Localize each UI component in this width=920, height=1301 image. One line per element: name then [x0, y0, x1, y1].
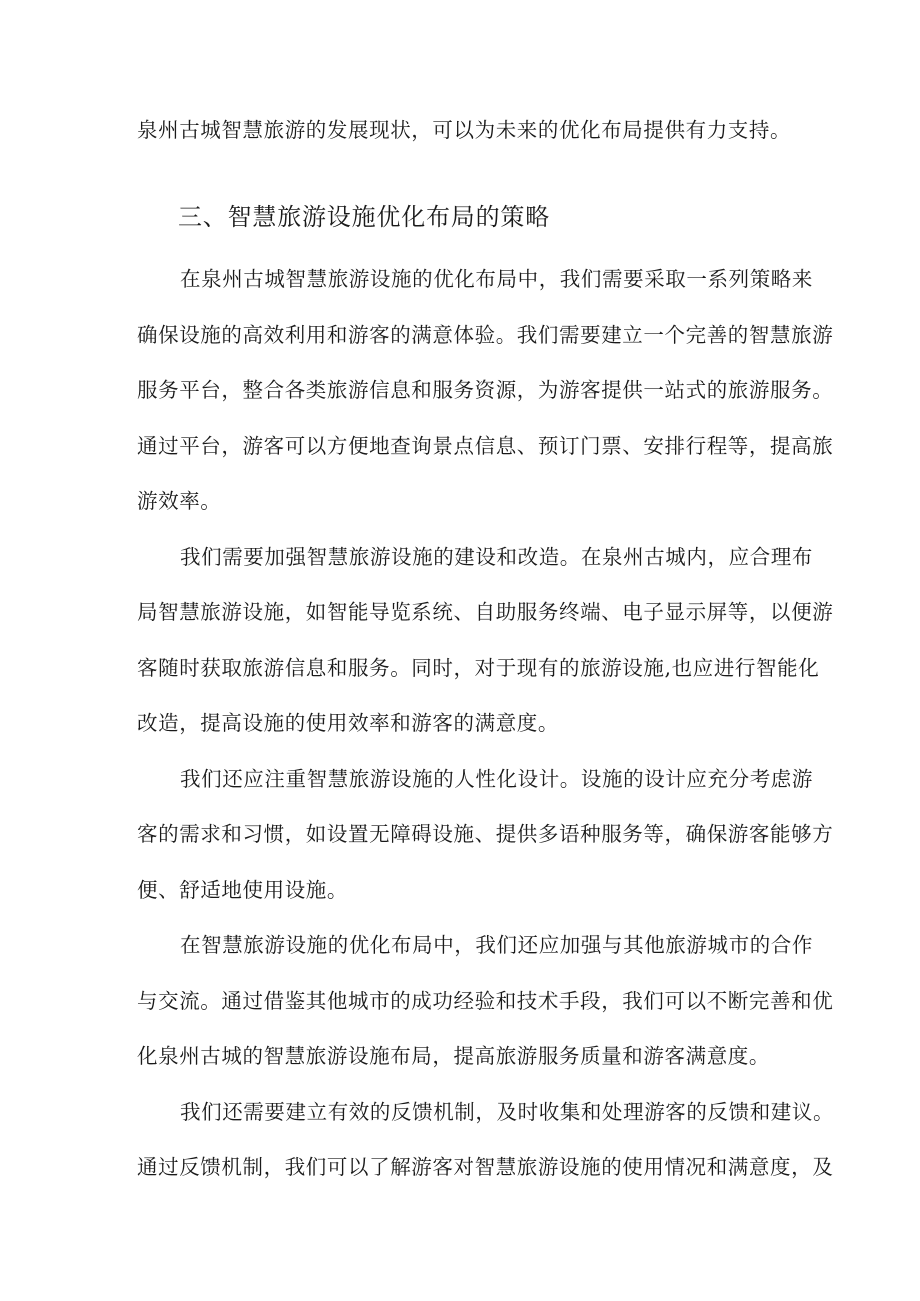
paragraph-line: 泉州古城智慧旅游的发展现状，可以为未来的优化布局提供有力支持。: [137, 118, 792, 142]
paragraph-line: 改造，提高设施的使用效率和游客的满意度。: [137, 711, 559, 735]
paragraph-line: 通过平台，游客可以方便地查询景点信息、预订门票、安排行程等，提高旅: [137, 434, 834, 458]
paragraph-line: 客随时获取旅游信息和服务。同时，对于现有的旅游设施,也应进行智能化: [137, 656, 820, 680]
paragraph-line: 通过反馈机制，我们可以了解游客对智慧旅游设施的使用情况和满意度，及: [137, 1155, 834, 1179]
paragraph-line: 确保设施的高效利用和游客的满意体验。我们需要建立一个完善的智慧旅游: [137, 323, 834, 347]
paragraph-line: 局智慧旅游设施，如智能导览系统、自助服务终端、电子显示屏等，以便游: [137, 600, 834, 624]
paragraph-line: 与交流。通过借鉴其他城市的成功经验和技术手段，我们可以不断完善和优: [137, 989, 834, 1013]
paragraph-line: 我们还应注重智慧旅游设施的人性化设计。设施的设计应充分考虑游: [180, 767, 813, 791]
paragraph-line: 化泉州古城的智慧旅游设施布局，提高旅游服务质量和游客满意度。: [137, 1044, 770, 1068]
paragraph-line: 客的需求和习惯，如设置无障碍设施、提供多语种服务等，确保游客能够方: [137, 822, 834, 846]
paragraph-line: 在泉州古城智慧旅游设施的优化布局中，我们需要采取一系列策略来: [180, 267, 813, 291]
paragraph-line: 我们需要加强智慧旅游设施的建设和改造。在泉州古城内，应合理布: [180, 545, 813, 569]
paragraph-line: 便、舒适地使用设施。: [137, 878, 348, 902]
section-heading: 三、智慧旅游设施优化布局的策略: [178, 203, 550, 231]
paragraph-line: 我们还需要建立有效的反馈机制，及时收集和处理游客的反馈和建议。: [180, 1100, 835, 1124]
paragraph-line: 游效率。: [137, 489, 222, 513]
paragraph-line: 服务平台，整合各类旅游信息和服务资源，为游客提供一站式的旅游服务。: [137, 378, 834, 402]
paragraph-line: 在智慧旅游设施的优化布局中，我们还应加强与其他旅游城市的合作: [180, 933, 813, 957]
